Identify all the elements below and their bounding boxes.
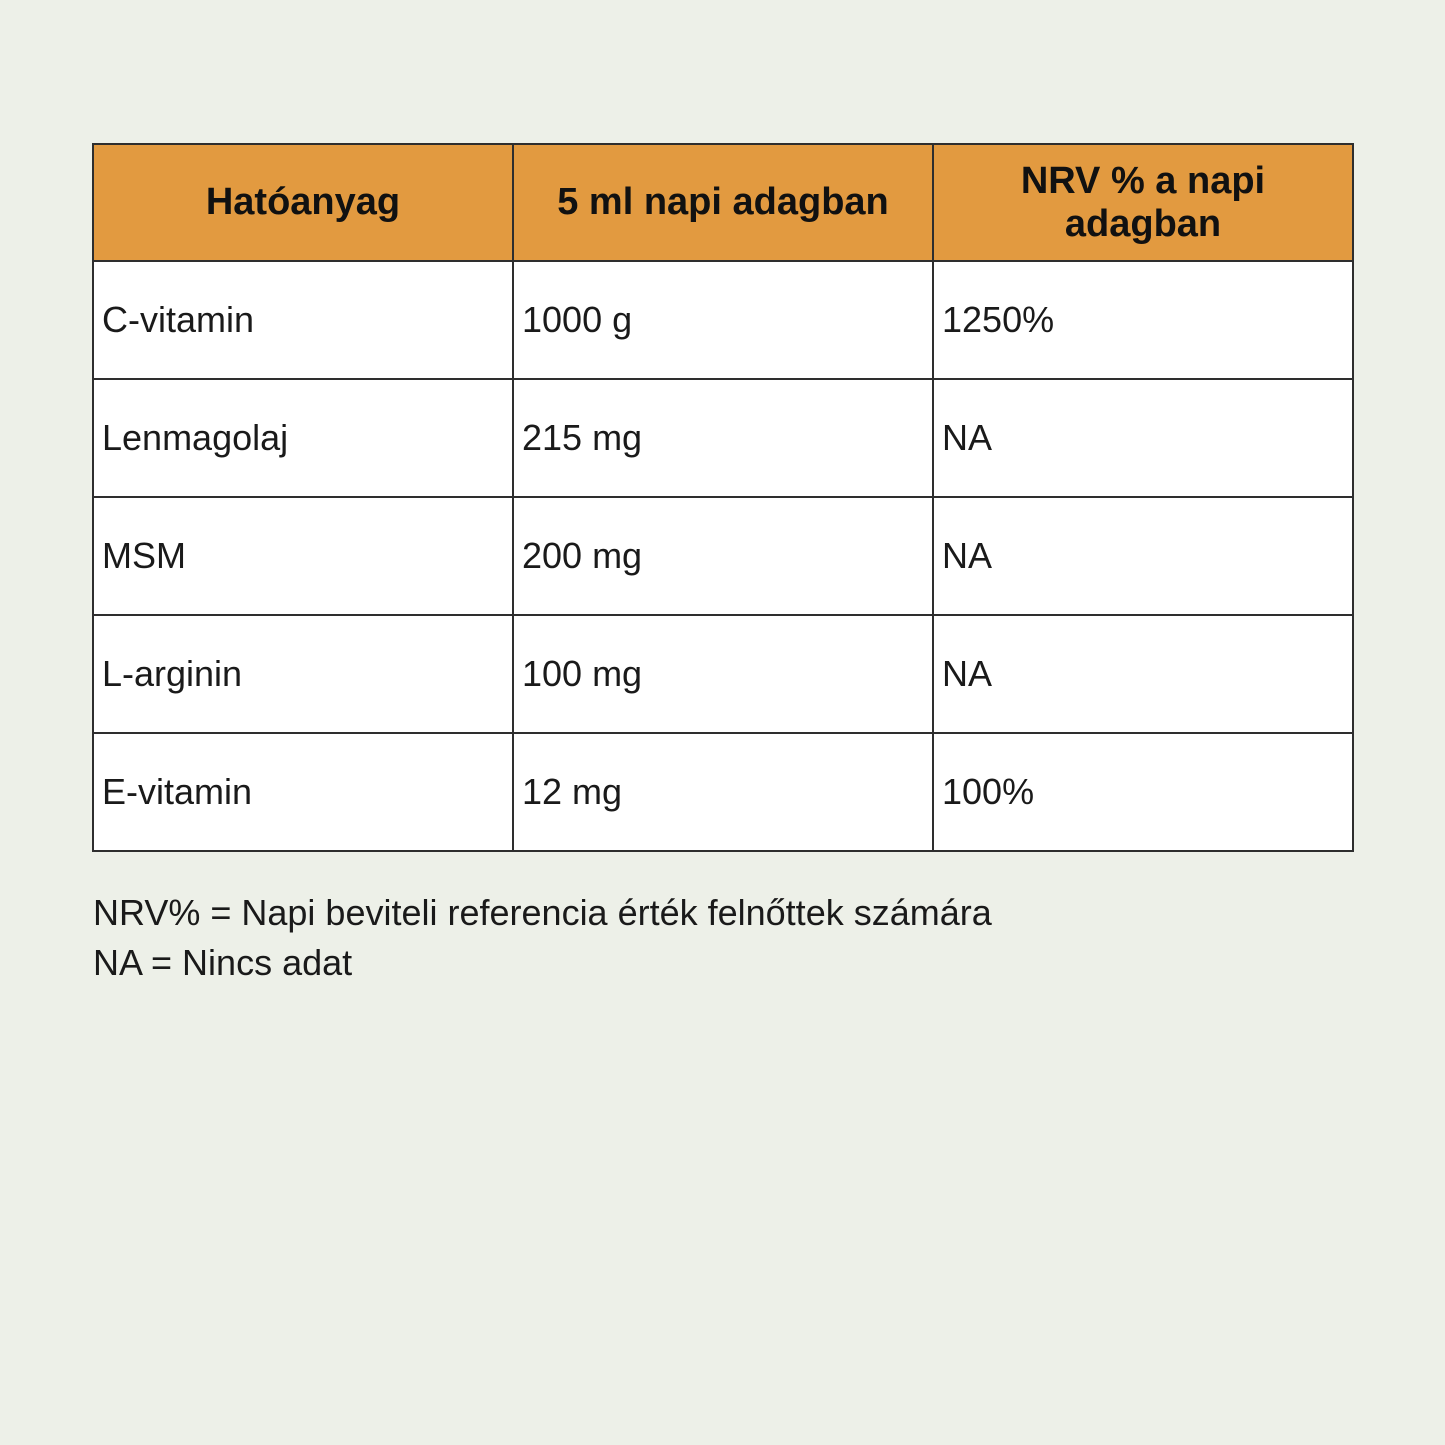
amount-cell: 100 mg: [513, 615, 933, 733]
footnotes: [93, 888, 992, 988]
header-cell-amount: 5 ml napi adagban: [513, 144, 933, 261]
ingredient-cell: C-vitamin: [93, 261, 513, 379]
table-row: [93, 497, 1353, 615]
footnote-nrv-definition: NRV% = Napi beviteli referencia érték felnőttek számára: [93, 892, 992, 933]
nutrition-table: [92, 143, 1354, 852]
ingredient-cell: Lenmagolaj: [93, 379, 513, 497]
nrv-cell: NA: [933, 379, 1353, 497]
ingredient-cell: E-vitamin: [93, 733, 513, 851]
table-row: [93, 733, 1353, 851]
table-row: [93, 379, 1353, 497]
nrv-cell: 100%: [933, 733, 1353, 851]
footnote-na-definition: NA = Nincs adat: [93, 942, 353, 983]
table-row: [93, 261, 1353, 379]
header-cell-ingredient: Hatóanyag: [93, 144, 513, 261]
ingredient-cell: L-arginin: [93, 615, 513, 733]
amount-cell: 200 mg: [513, 497, 933, 615]
table-row: [93, 615, 1353, 733]
nutrition-table-container: [92, 143, 1354, 852]
ingredient-cell: MSM: [93, 497, 513, 615]
amount-cell: 1000 g: [513, 261, 933, 379]
nrv-cell: 1250%: [933, 261, 1353, 379]
amount-cell: 215 mg: [513, 379, 933, 497]
header-cell-nrv: NRV % a napi adagban: [933, 144, 1353, 261]
amount-cell: 12 mg: [513, 733, 933, 851]
nrv-cell: NA: [933, 615, 1353, 733]
table-header-row: [93, 144, 1353, 261]
nrv-cell: NA: [933, 497, 1353, 615]
